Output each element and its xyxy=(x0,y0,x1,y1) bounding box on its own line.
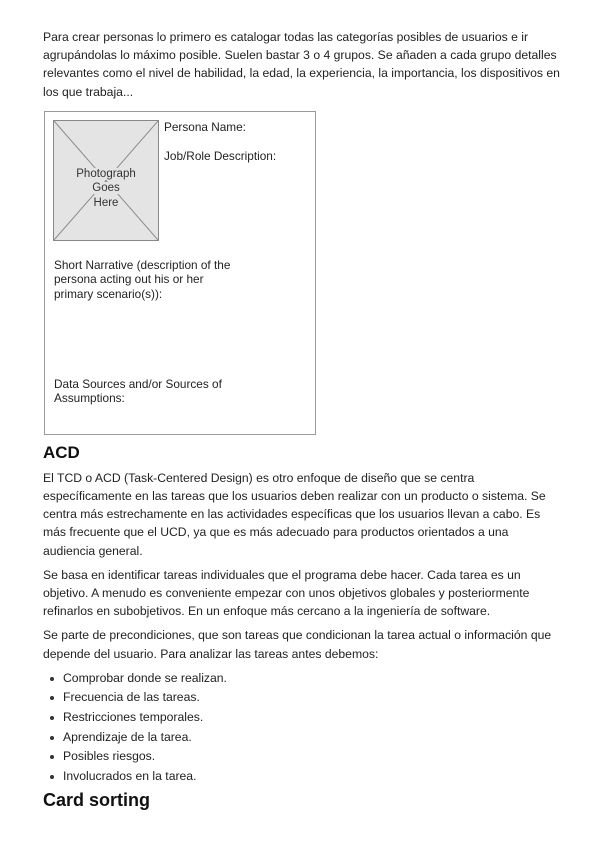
list-item: Restricciones temporales. xyxy=(63,708,563,728)
narrative-line-2: persona acting out his or her xyxy=(54,272,204,287)
list-item: Comprobar donde se realizan. xyxy=(63,669,563,689)
sources-line-1: Data Sources and/or Sources of xyxy=(54,376,222,391)
list-item: Frecuencia de las tareas. xyxy=(63,688,563,708)
persona-name-label: Persona Name: xyxy=(164,119,246,134)
list-item: Aprendizaje de la tarea. xyxy=(63,728,563,748)
acd-paragraph-3: Se parte de precondiciones, que son tareas que condicionan la tarea actual o información que depende del usuario. Para analizar las tareas antes debemos: xyxy=(43,628,552,661)
intro-paragraph: Para crear personas lo primero es catalogar todas las categorías posibles de usuarios e ir agrupándolas lo máximo posible. Suelen bastar 3 o 4 grupos. Se añaden a cada grupo detalles relevantes como el nivel de habilidad, la edad, la experiencia, la importancia, los dispositivos en los que trabaja... xyxy=(43,30,560,99)
acd-paragraph-1: El TCD o ACD (Task-Centered Design) es otro enfoque de diseño que se centra específicamente en las tareas que los usuarios deben realizar con un producto o sistema. Se centra más estrechamente en las actividades específicas que los usuarios llevan a cabo. Es más frecuente que el UCD, ya que es más adecuado para productos orientados a una audiencia general. xyxy=(43,470,546,558)
narrative-line-1: Short Narrative (description of the xyxy=(54,257,231,272)
short-narrative-label xyxy=(54,258,230,302)
data-sources-label xyxy=(54,377,222,406)
photo-line-2: Goes xyxy=(92,182,120,195)
task-analysis-list xyxy=(43,669,563,787)
photo-line-1: Photograph xyxy=(76,167,136,180)
photo-placeholder xyxy=(53,120,159,241)
narrative-line-3: primary scenario(s)): xyxy=(54,286,163,301)
persona-template-figure xyxy=(44,111,316,435)
acd-heading: ACD xyxy=(43,442,80,462)
photo-line-3: Here xyxy=(93,196,119,209)
list-item: Posibles riesgos. xyxy=(63,747,563,767)
document-page xyxy=(43,28,563,816)
acd-paragraph-2: Se basa en identificar tareas individuales que el programa debe hacer. Cada tarea es un objetivo. A menudo es conveniente empezar con unos objetivos globales y posteriormente refinarlos en subobjetivos. En un enfoque más cercano a la ingeniería de software. xyxy=(43,567,530,619)
photo-placeholder-text xyxy=(54,167,158,211)
job-role-label: Job/Role Description: xyxy=(164,148,277,163)
list-item: Involucrados en la tarea. xyxy=(63,767,563,787)
sources-line-2: Assumptions: xyxy=(54,391,125,406)
card-sorting-heading: Card sorting xyxy=(43,790,151,811)
